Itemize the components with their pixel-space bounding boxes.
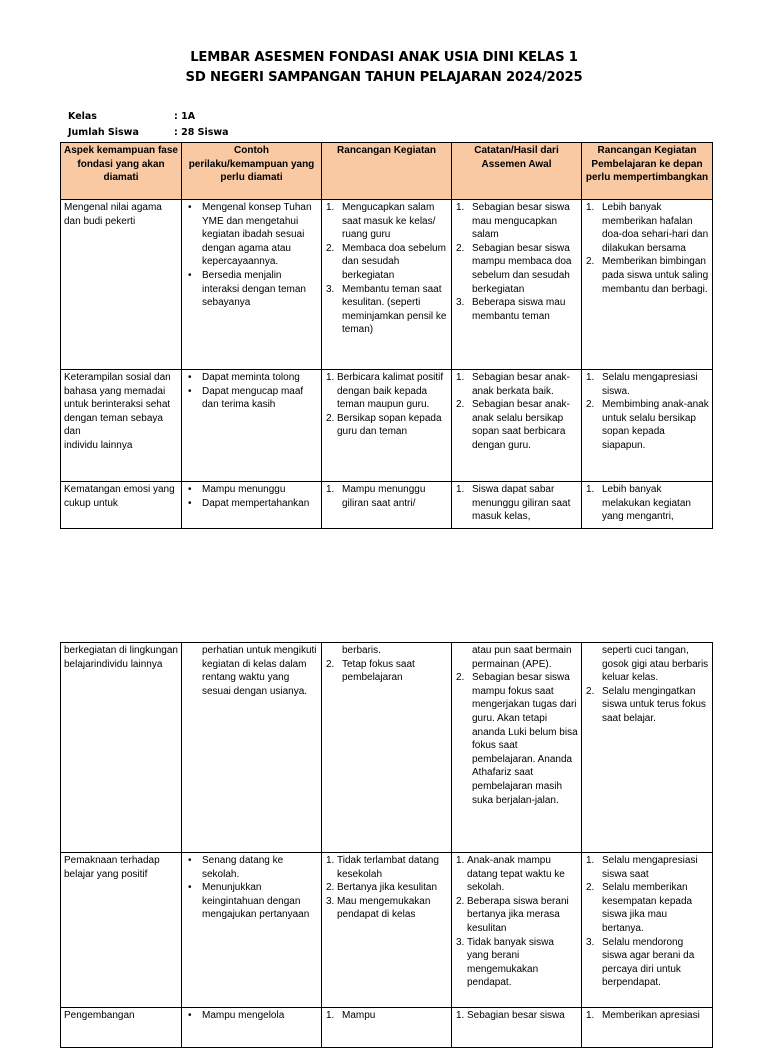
table-row — [61, 1008, 713, 1048]
list-item: 3. Membantu teman saat kesulitan. (seperti meminjamkan pensil ke teman) — [326, 283, 447, 336]
list-item: 2. Bersikap sopan kepada guru dan teman — [326, 412, 442, 438]
pertimbangan-cell — [582, 853, 713, 1008]
list-item: 1. Tidak terlambat datang kesekolah — [326, 855, 439, 880]
list-item: 2. Beberapa siswa berani bertanya jika merasa kesulitan — [456, 895, 569, 934]
table-header-row — [61, 143, 713, 200]
pertimbangan-cell — [582, 1008, 713, 1048]
table-row — [61, 482, 713, 529]
pertimbangan-cell — [582, 200, 713, 370]
pertimbangan-cell — [582, 482, 713, 529]
list-item: 3. Selalu mendorong siswa agar berani da percaya diri untuk berpendapat. — [586, 936, 695, 989]
student-count-info — [68, 126, 229, 140]
rancangan-cell — [322, 200, 452, 370]
list-item: 1. Mengucapkan salam saat masuk ke kelas/ ruang guru — [326, 202, 436, 241]
catatan-cell — [452, 853, 582, 1008]
assessment-table-page-2 — [60, 642, 713, 1048]
header-pertimbangan: Rancangan Kegiatan Pembelajaran ke depan perlu mempertimbangkan — [582, 143, 713, 200]
list-item: • Dapat mempertahankan — [185, 497, 318, 511]
pertimbangan-cell — [582, 370, 713, 482]
contoh-cell — [182, 370, 322, 482]
list-item-continued: perhatian untuk mengikuti kegiatan di kelas dalam rentang waktu yang sesuai dengan usianya. — [202, 645, 317, 697]
list-item: • Dapat mengucap maaf dan terima kasih — [185, 385, 318, 412]
assessment-table-page-1 — [60, 142, 713, 529]
list-item: 1. Siswa dapat sabar menunggu giliran saat masuk kelas, — [456, 484, 571, 523]
table-row — [61, 853, 713, 1008]
list-item: 1. Sebagian besar siswa — [456, 1010, 565, 1021]
pertimbangan-cell — [582, 643, 713, 853]
class-info — [68, 110, 195, 124]
contoh-cell — [182, 1008, 322, 1048]
aspek-cell — [61, 1008, 182, 1048]
list-item: • Menunjukkan keingintahuan dengan mengajukan pertanyaan — [185, 881, 318, 922]
aspek-text: individu lainnya — [64, 439, 133, 451]
list-item: 1. Mampu menunggu giliran saat antri/ — [326, 484, 426, 509]
list-item: • Bersedia menjalin interaksi dengan teman sebayanya — [185, 269, 318, 310]
contoh-cell — [182, 200, 322, 370]
aspek-cell — [61, 370, 182, 482]
list-item: 1. Mampu — [326, 1010, 376, 1021]
rancangan-cell — [322, 853, 452, 1008]
rancangan-cell — [322, 1008, 452, 1048]
list-item: 2. Sebagian besar anak-anak selalu bersikap sopan saat berbicara dengan guru. — [456, 399, 570, 451]
rancangan-cell — [322, 370, 452, 482]
aspek-text: Keterampilan sosial dan bahasa yang memadai — [64, 372, 171, 397]
list-item: 3. Beberapa siswa mau membantu teman — [456, 297, 566, 322]
header-rancangan: Rancangan Kegiatan — [322, 143, 452, 200]
list-item: • Mengenal konsep Tuhan YME dan mengetahui kegiatan ibadah sesuai dengan agama atau kepercayaannya. — [185, 201, 318, 269]
list-item: 1. Anak-anak mampu datang tepat waktu ke sekolah. — [456, 855, 565, 894]
table-row — [61, 200, 713, 370]
list-item: 2. Membimbing anak-anak untuk selalu bersikap sopan kepada siapapun. — [586, 399, 709, 451]
rancangan-cell — [322, 482, 452, 529]
catatan-cell — [452, 200, 582, 370]
contoh-cell — [182, 482, 322, 529]
list-item: • Mampu mengelola — [185, 1009, 318, 1023]
student-count-label: Jumlah Siswa — [68, 127, 139, 138]
student-count-value: : 28 Siswa — [174, 127, 229, 138]
contoh-cell — [182, 853, 322, 1008]
table-row — [61, 370, 713, 482]
title-line-1: LEMBAR ASESMEN FONDASI ANAK USIA DINI KELAS 1 — [190, 50, 578, 65]
list-item: 2. Tetap fokus saat pembelajaran — [326, 658, 415, 684]
table-row — [61, 643, 713, 853]
list-item: 1. Selalu mengapresiasi siswa saat — [586, 855, 698, 880]
catatan-cell — [452, 370, 582, 482]
list-item: 1. Selalu mengapresiasi siswa. — [586, 372, 698, 397]
header-aspek: Aspek kemampuan fase fondasi yang akan diamati — [61, 143, 182, 200]
list-item-continued: berbaris. — [342, 645, 381, 656]
catatan-cell — [452, 643, 582, 853]
list-item: 2. Sebagian besar siswa mampu membaca doa sebelum dan sesudah berkegiatan — [456, 242, 572, 295]
contoh-cell — [182, 643, 322, 853]
document-page-2 — [0, 560, 768, 1024]
aspek-cell — [61, 853, 182, 1008]
list-item-continued: atau pun saat bermain permainan (APE). — [472, 645, 572, 670]
class-label: Kelas — [68, 111, 97, 122]
catatan-cell — [452, 482, 582, 529]
header-catatan: Catatan/Hasil dari Assemen Awal — [452, 143, 582, 200]
list-item: 2. Selalu mengingatkan siswa untuk terus fokus saat belajar. — [586, 685, 706, 724]
list-item: 3. Mau mengemukakan pendapat di kelas — [326, 895, 431, 921]
list-item: 1. Sebagian besar anak-anak berkata baik. — [456, 372, 570, 397]
catatan-cell — [452, 1008, 582, 1048]
aspek-text: Mengenal nilai agama dan budi pekerti — [64, 202, 162, 227]
list-item: 1. Sebagian besar siswa mau mengucapkan salam — [456, 202, 570, 241]
list-item: 2. Sebagian besar siswa mampu fokus saat mengerjakan tugas dari guru. Akan tetapi ananda Luki belum bisa fokus saat pembelajaran. Ananda Athafariz saat pembelajaran masih suka berjalan-jalan. — [456, 672, 578, 806]
aspek-text: Pengembangan — [64, 1010, 135, 1021]
aspek-text: Kematangan emosi yang cukup untuk — [64, 484, 175, 509]
list-item: 1. Lebih banyak melakukan kegiatan yang mengantri, — [586, 484, 691, 523]
list-item: 2. Bertanya jika kesulitan — [326, 882, 438, 894]
list-item: 1. Berbicara kalimat positif dengan baik kepada teman maupun guru. — [326, 372, 444, 411]
list-item: 2. Selalu memberikan kesempatan kepada siswa jika mau bertanya. — [586, 882, 693, 934]
class-value: : 1A — [174, 111, 196, 122]
list-item: 1. Lebih banyak memberikan hafalan doa-doa sehari-hari dan dilakukan bersama — [586, 202, 709, 254]
aspek-cell — [61, 482, 182, 529]
list-item: 2. Membaca doa sebelum dan sesudah berkegiatan — [326, 242, 446, 281]
list-item: • Mampu menunggu — [185, 483, 318, 497]
aspek-cell — [61, 200, 182, 370]
header-contoh: Contoh perilaku/kemampuan yang perlu diamati — [182, 143, 322, 200]
aspek-text: Pemaknaan terhadap belajar yang positif — [64, 855, 160, 880]
list-item: • Dapat meminta tolong — [185, 371, 318, 385]
list-item: 3. Tidak banyak siswa yang berani mengemukakan pendapat. — [456, 936, 554, 989]
aspek-text: berkegiatan di lingkungan belajarindividu lainnya — [64, 645, 178, 670]
list-item: 2. Memberikan bimbingan pada siswa untuk saling membantu dan berbagi. — [586, 256, 709, 295]
aspek-cell — [61, 643, 182, 853]
aspek-text: untuk berinteraksi sehat dengan teman sebaya dan — [64, 399, 171, 438]
rancangan-cell — [322, 643, 452, 853]
list-item: 1. Memberikan apresiasi — [586, 1010, 700, 1021]
list-item: • Senang datang ke sekolah. — [185, 854, 318, 881]
title-line-2: SD NEGERI SAMPANGAN TAHUN PELAJARAN 2024/2025 — [185, 70, 583, 85]
list-item-continued: seperti cuci tangan, gosok gigi atau berbaris keluar kelas. — [602, 645, 709, 684]
document-title — [0, 48, 768, 88]
